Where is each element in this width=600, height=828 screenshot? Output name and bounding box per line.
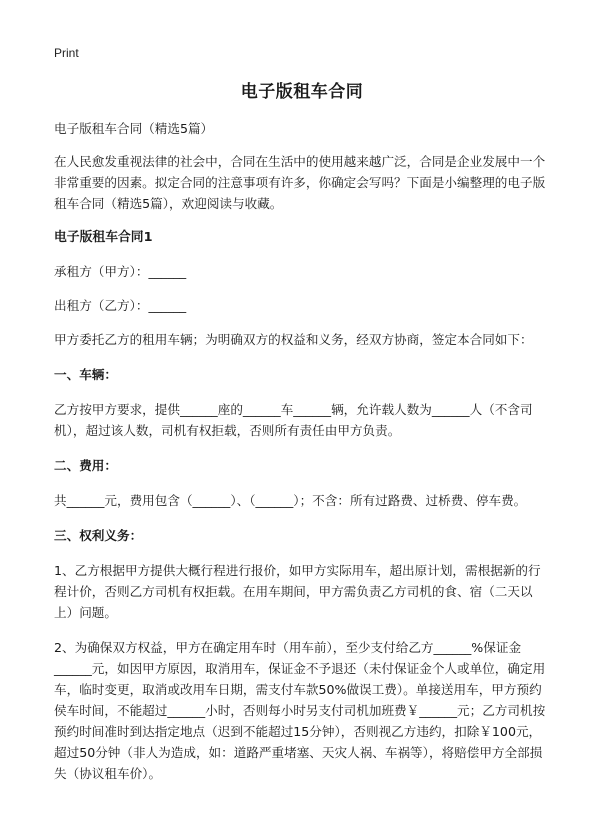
section-fee-text: 共______元，费用包含（______）、（______）；不含：所有过路费、过桥费、停车费。	[54, 493, 527, 508]
entrust-paragraph: 甲方委托乙方的租用车辆；为明确双方的权益和义务，经双方协商，签定本合同如下：	[54, 332, 533, 347]
print-link[interactable]: Print	[54, 46, 79, 60]
document-subtitle: 电子版租车合同（精选5篇）	[54, 121, 214, 136]
section-vehicle-text: 乙方按甲方要求，提供______座的______车______辆，允许载人数为______人（不含司机），超过该人数，司机有权拒载，否则所有责任由甲方负责。	[54, 402, 533, 438]
party-b-line: 出租方（乙方）：______	[54, 298, 187, 313]
section-vehicle-heading: 一、车辆：	[54, 367, 117, 382]
rights-item-2: 2、为确保双方权益，甲方在确定用车时（用车前），至少支付给乙方______%保证金______元，如因甲方原因，取消用车，保证金不予退还（未付保证金个人或单位，确定用车，临时变更，取消或改用车日期，需支付车款50%做误工费）。单接送用车，甲方预约侯车时间，不能超过______小时，否则每小时另支付司机加班费￥______元；乙方司机按预约时间准时到达指定地点（迟到不能超过15分钟），否则视乙方违约，扣除￥100元，超过50分钟（非人为造成，如：道路严重堵塞、天灾人祸、车祸等），将赔偿甲方全部损失（协议租车价）。	[54, 640, 546, 781]
rights-item-1: 1、乙方根据甲方提供大概行程进行报价，如甲方实际用车，超出原计划，需根据新的行程计价，否则乙方司机有权拒载。在用车期间，甲方需负责乙方司机的食、宿（二天以上）问题。	[54, 563, 541, 620]
article-heading: 电子版租车合同1	[54, 230, 153, 245]
document-body	[54, 78, 550, 784]
page-title: 电子版租车合同	[240, 82, 364, 102]
section-fee-heading: 二、费用：	[54, 458, 117, 473]
section-rights-heading: 三、权利义务：	[54, 528, 143, 543]
intro-paragraph: 在人民愈发重视法律的社会中，合同在生活中的使用越来越广泛，合同是企业发展中一个非常重要的因素。拟定合同的注意事项有许多，你确定会写吗？下面是小编整理的电子版租车合同（精选5篇），欢迎阅读与收藏。	[54, 154, 546, 211]
party-a-line: 承租方（甲方）：______	[54, 264, 187, 279]
